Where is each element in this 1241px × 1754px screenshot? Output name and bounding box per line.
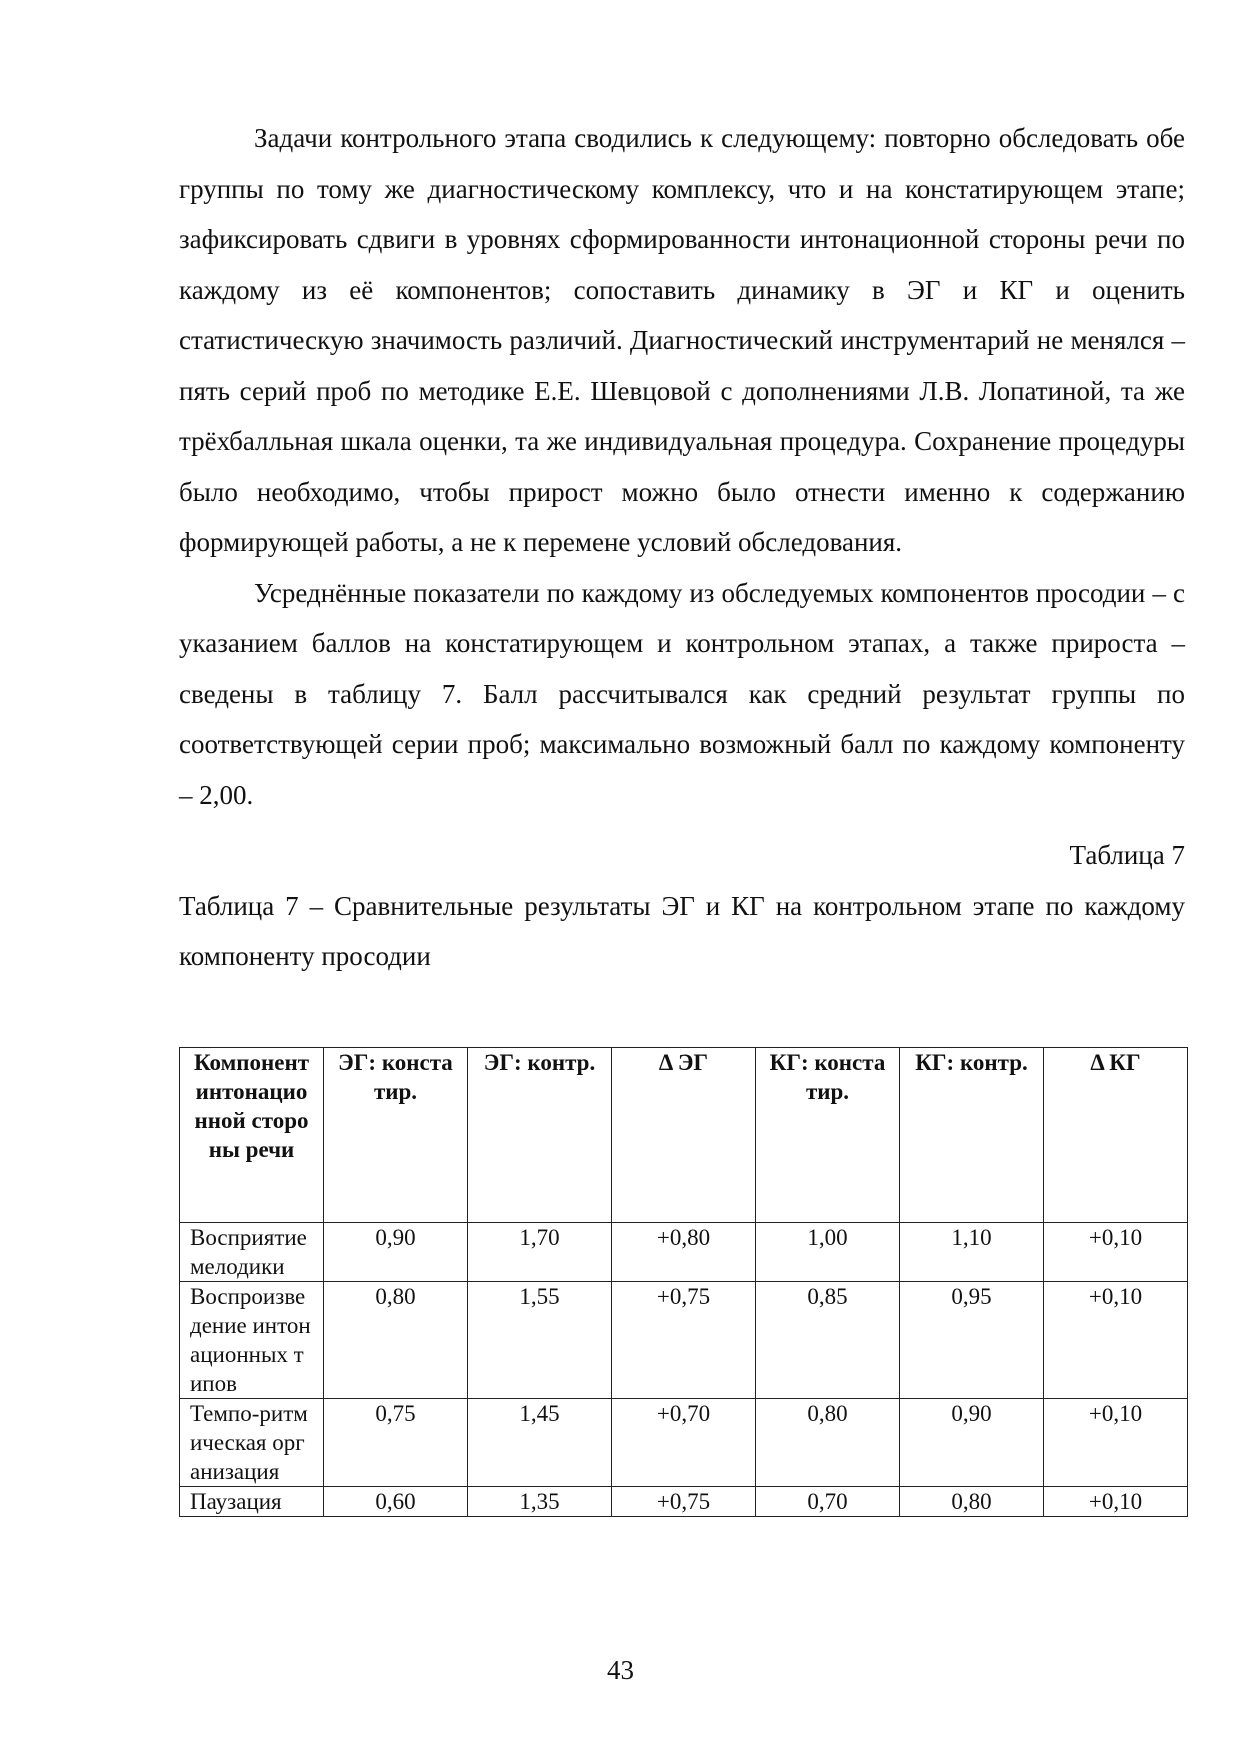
cell-kg-delta: +0,10 (1044, 1282, 1188, 1399)
cell-eg-control: 1,55 (468, 1282, 612, 1399)
results-table (179, 1047, 1188, 1517)
paragraph-control-stage-tasks: Задачи контрольного этапа сводились к следующему: повторно обследовать обе группы по тому же диагностическому комплексу, что и на констатирующем этапе; зафиксировать сдвиги в уровнях сформированности интонационной стороны речи по каждому из её компонентов; сопоставить динамику в ЭГ и КГ и оценить статистическую значимость различий. Диагностический инструментарий не менялся – пять серий проб по методике Е.Е. Шевцовой с дополнениями Л.В. Лопатиной, та же трёхбалльная шкала оценки, та же индивидуальная процедура. Сохранение процедуры было необходимо, чтобы прирост можно было отнести именно к содержанию формирующей работы, а не к перемене условий обследования. (179, 123, 1185, 557)
cell-eg-control: 1,35 (468, 1487, 612, 1517)
paragraph-averaged-scores: Усреднённые показатели по каждому из обследуемых компонентов просодии – с указанием баллов на констатирующем и контрольном этапах, а также прироста – сведены в таблицу 7. Балл рассчитывался как средний результат группы по соответствующей серии проб; максимально возможный балл по каждому компоненту – 2,00. (179, 577, 1185, 810)
table-row (180, 1282, 1188, 1399)
cell-kg-delta: +0,10 (1044, 1399, 1188, 1487)
cell-kg-baseline: 0,85 (756, 1282, 900, 1399)
table-caption: Таблица 7 – Сравнительные результаты ЭГ и КГ на контрольном этапе по каждому компоненту просодии (179, 890, 1185, 971)
row-component: Паузация (180, 1487, 324, 1517)
cell-eg-baseline: 0,80 (324, 1282, 468, 1399)
table-row (180, 1223, 1188, 1282)
row-component: Восприятие мелодики (180, 1223, 324, 1282)
page-number: 43 (607, 1655, 634, 1685)
cell-kg-control: 0,80 (900, 1487, 1044, 1517)
document-body (179, 113, 1185, 982)
cell-eg-control: 1,70 (468, 1223, 612, 1282)
row-component: Темпо-ритмическая организация (180, 1399, 324, 1487)
cell-eg-delta: +0,75 (612, 1282, 756, 1399)
cell-eg-delta: +0,70 (612, 1399, 756, 1487)
table-row (180, 1399, 1188, 1487)
cell-eg-control: 1,45 (468, 1399, 612, 1487)
header-eg-delta: Δ ЭГ (612, 1048, 756, 1223)
table-header-row (180, 1048, 1188, 1223)
header-kg-baseline: КГ: констатир. (756, 1048, 900, 1223)
table-label: Таблица 7 (1069, 840, 1185, 870)
header-kg-delta: Δ КГ (1044, 1048, 1188, 1223)
header-eg-control: ЭГ: контр. (468, 1048, 612, 1223)
cell-eg-baseline: 0,90 (324, 1223, 468, 1282)
cell-eg-baseline: 0,60 (324, 1487, 468, 1517)
cell-kg-delta: +0,10 (1044, 1487, 1188, 1517)
cell-eg-baseline: 0,75 (324, 1399, 468, 1487)
cell-kg-control: 0,90 (900, 1399, 1044, 1487)
table-row (180, 1487, 1188, 1517)
header-eg-baseline: ЭГ: констатир. (324, 1048, 468, 1223)
cell-kg-delta: +0,10 (1044, 1223, 1188, 1282)
row-component: Воспроизведение интонационных типов (180, 1282, 324, 1399)
cell-eg-delta: +0,80 (612, 1223, 756, 1282)
header-component: Компонент интонационной стороны речи (180, 1048, 324, 1223)
cell-kg-baseline: 0,80 (756, 1399, 900, 1487)
header-kg-control: КГ: контр. (900, 1048, 1044, 1223)
cell-kg-baseline: 1,00 (756, 1223, 900, 1282)
cell-kg-baseline: 0,70 (756, 1487, 900, 1517)
cell-eg-delta: +0,75 (612, 1487, 756, 1517)
cell-kg-control: 1,10 (900, 1223, 1044, 1282)
cell-kg-control: 0,95 (900, 1282, 1044, 1399)
